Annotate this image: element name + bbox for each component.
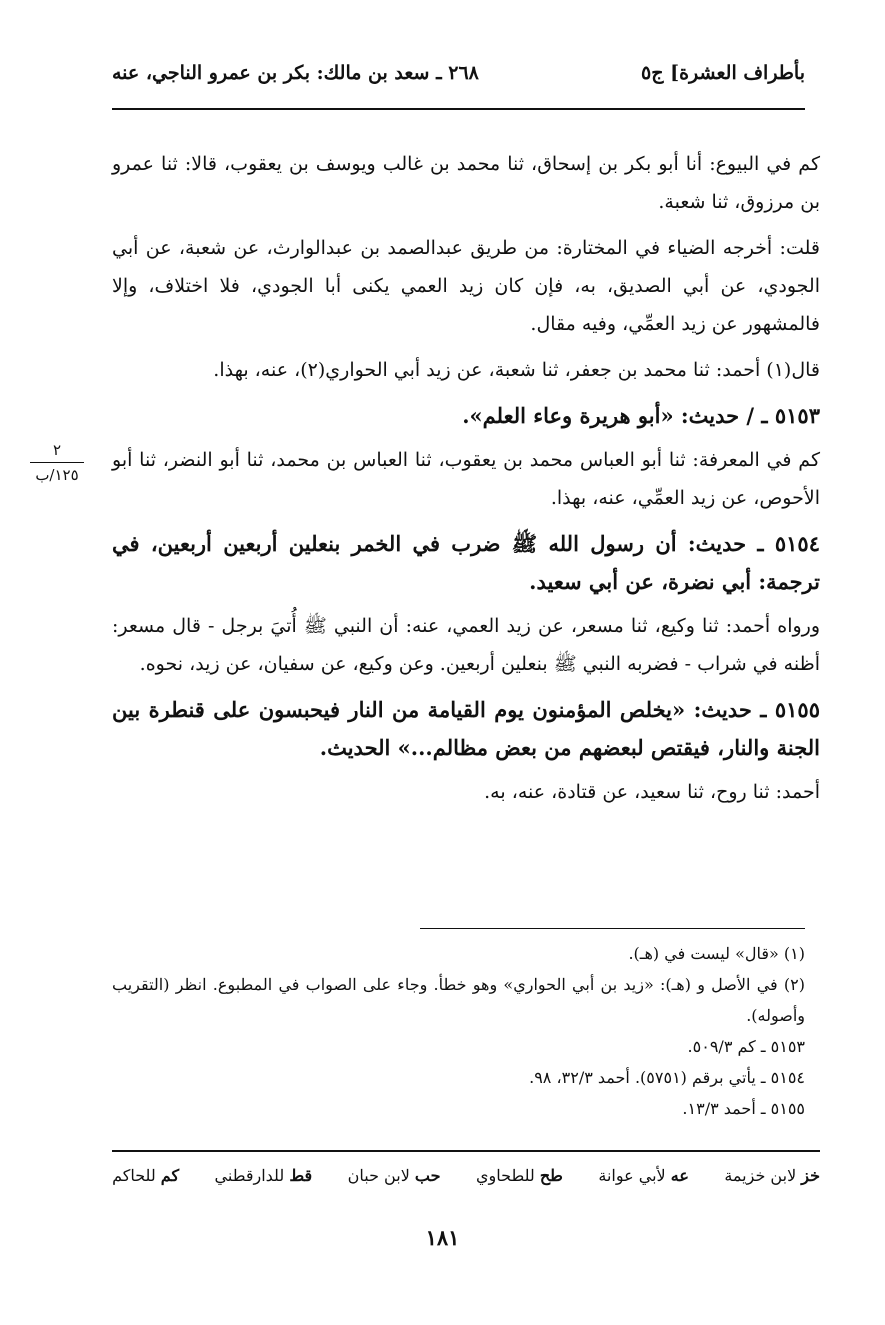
running-header (112, 62, 805, 96)
reference-5153: ٥١٥٣ ـ كم ٥٠٩/٣. (687, 1037, 805, 1056)
paragraph-source-kam: كم في البيوع: أنا أبو بكر بن إسحاق، ثنا محمد بن غالب ويوسف بن يعقوب، قالا: ثنا عمرو بن مرزوق، ثنا شعبة. (112, 153, 820, 213)
footnote-1: (١) «قال» ليست في (هـ). (628, 944, 805, 963)
reference-5155: ٥١٥٥ ـ أحمد ١٣/٣. (682, 1099, 805, 1118)
hadith-heading-5153: ٥١٥٣ ـ / حديث: «أبو هريرة وعاء العلم». (462, 403, 820, 428)
paragraph-marifa: كم في المعرفة: ثنا أبو العباس محمد بن يعقوب، ثنا العباس بن محمد، ثنا أبو النضر، ثنا أبو الأحوص، عن زيد العمِّي، عنه، بهذا. (112, 449, 820, 509)
margin-note-bottom: ١٢٥/ب (35, 466, 79, 484)
page-number: ١٨١ (425, 1225, 460, 1250)
paragraph-ahmad: قال(١) أحمد: ثنا محمد بن جعفر، ثنا شعبة، عن زيد أبي الحواري(٢)، عنه، بهذا. (213, 359, 820, 381)
header-book-title: بأطراف العشرة] ج٥ (641, 62, 805, 84)
hadith-heading-5155: ٥١٥٥ ـ حديث: «يخلص المؤمنون يوم القيامة من النار فيحبسون على قنطرة بين الجنة والنار، فيقتص لبعضهم من بعض مظالم...» الحديث. (112, 697, 820, 760)
margin-note-top: ٢ (52, 441, 62, 459)
abbreviation-item: خز لابن خزيمة (724, 1166, 820, 1185)
main-text (112, 145, 820, 819)
abbreviation-item: عه لأبي عوانة (598, 1166, 689, 1185)
paragraph-ahmad-wakie: ورواه أحمد: ثنا وكيع، ثنا مسعر، عن زيد العمي، عنه: أن النبي ﷺ أُتيَ برجل - قال مسعر: أظنه في شراب - فضربه النبي ﷺ بنعلين أربعين. وعن وكيع، عن سفيان، عن زيد، نحوه. (112, 615, 820, 675)
header-chapter-title: ٢٦٨ ـ سعد بن مالك: بكر بن عمرو الناجي، عنه (112, 62, 479, 84)
abbreviation-item: قط للدارقطني (214, 1166, 313, 1185)
abbreviation-item: كم للحاكم (112, 1166, 180, 1185)
paragraph-ahmad-rawh: أحمد: ثنا روح، ثنا سعيد، عن قتادة، عنه، به. (484, 781, 820, 803)
margin-folio-note (22, 440, 92, 485)
margin-note-divider (30, 462, 84, 463)
footnotes (112, 938, 805, 1124)
header-rule (112, 108, 805, 110)
footnote-2: (٢) في الأصل و (هـ): «زيد بن أبي الحواري» وهو خطأ. وجاء على الصواب في المطبوع. انظر (التقريب وأصوله). (112, 975, 806, 1025)
footnote-rule (420, 928, 805, 929)
paragraph-comment: قلت: أخرجه الضياء في المختارة: من طريق عبدالصمد بن عبدالوارث، عن شعبة، عن أبي الجودي، عن أبي الصديق، به، فإن كان زيد العمي يكنى أبا الجودي، فلا اختلاف، وإلا فالمشهور عن زيد العمِّي، وفيه مقال. (112, 237, 820, 335)
abbreviation-item: حب لابن حبان (347, 1166, 441, 1185)
abbreviations-rule (112, 1150, 820, 1152)
reference-5154: ٥١٥٤ ـ يأتي برقم (٥٧٥١). أحمد ٣٢/٣، ٩٨. (529, 1068, 805, 1087)
abbreviation-item: طح للطحاوي (475, 1166, 563, 1185)
abbreviations-bar (112, 1166, 820, 1185)
hadith-heading-5154: ٥١٥٤ ـ حديث: أن رسول الله ﷺ ضرب في الخمر بنعلين أربعين أربعين، في ترجمة: أبي نضرة، عن أبي سعيد. (112, 531, 820, 594)
